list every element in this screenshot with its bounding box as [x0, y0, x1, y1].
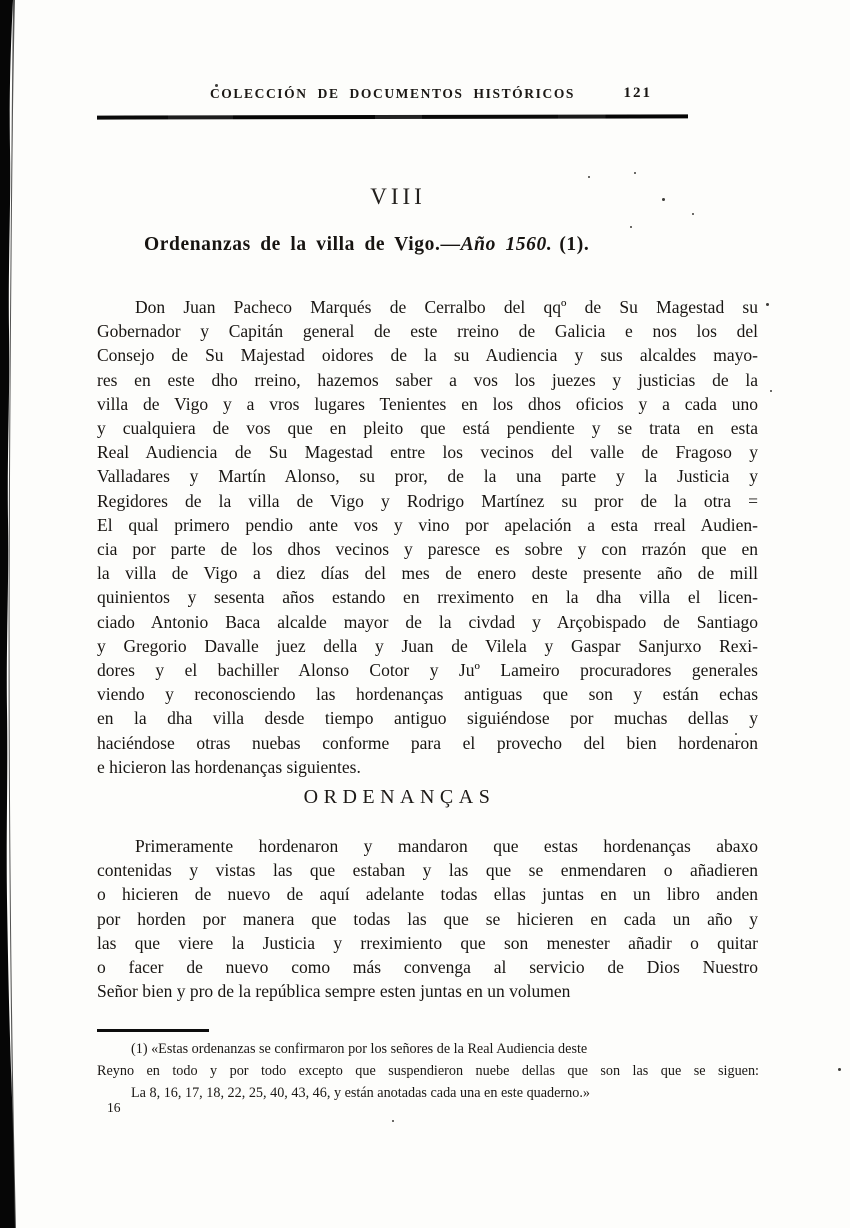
body-paragraph-2 [97, 834, 758, 1003]
text-line: ciado Antonio Baca alcalde mayor de la civdad y Arçobispado de Santiago [97, 611, 758, 632]
text-line: por horden por manera que todas las que se hicieren en cada un año y [97, 908, 758, 929]
scan-speckle [392, 1120, 394, 1122]
body-paragraph-1 [97, 295, 758, 779]
text-line: haciéndose otras nuebas conforme para el provecho del bien hordenaron [97, 732, 758, 753]
text-line: Real Audiencia de Su Magestad entre los vecinos del valle de Fragoso y [97, 442, 758, 463]
footnote-separator-rule [97, 1029, 209, 1032]
page-number: 121 [623, 85, 652, 101]
footnote [97, 1038, 759, 1104]
scan-speckle [634, 172, 636, 174]
text-line: o hicieren de nuevo de aquí adelante todas ellas juntas en un libro anden [97, 884, 758, 905]
text-line: Consejo de Su Majestad oidores de la su Audiencia y sus alcaldes mayo- [97, 345, 758, 366]
text-line: Gobernador y Capitán general de este rreino de Galicia e nos los del [97, 321, 758, 342]
text-line: El qual primero pendio ante vos y vino por apelación a esta rreal Audien- [97, 514, 758, 535]
header-rule [97, 114, 688, 119]
text-line: Primeramente hordenaron y mandaron que estas hordenanças abaxo [135, 836, 758, 856]
text-line: la villa de Vigo a diez días del mes de enero deste presente año de mill [97, 563, 758, 584]
section-title-year: Año 1560. [460, 234, 553, 255]
text-line: e hicieron las hordenanças siguientes. [97, 756, 361, 777]
scan-speckle [630, 226, 632, 228]
section-numeral: VIII [370, 184, 426, 209]
text-line: y Gregorio Davalle juez della y Juan de Vilela y Gaspar Sanjurxo Rexi- [97, 635, 758, 656]
running-header [97, 86, 688, 106]
text-line: La 8, 16, 17, 18, 22, 25, 40, 43, 46, y están anotadas cada una en este quaderno.» [131, 1085, 591, 1101]
text-line: Reyno en todo y por todo excepto que suspendieron nuebe dellas que son las que se siguen: [97, 1063, 759, 1079]
text-line: en la dha villa desde tiempo antiguo siguiéndose por muchas dellas y [97, 708, 758, 729]
text-line: Regidores de la villa de Vigo y Rodrigo Martínez su pror de la otra = [97, 490, 758, 511]
footnote-reference: (1). [559, 234, 590, 255]
text-line: dores y el bachiller Alonso Cotor y Juº Lameiro procuradores generales [97, 660, 758, 681]
text-line: quinientos y sesenta años estando en rreximento en la dha villa el licen- [97, 587, 758, 608]
section-title [97, 234, 797, 256]
text-line: cia por parte de los dhos vecinos y paresce es sobre y con rrazón que en [97, 539, 758, 560]
text-line: Valladares y Martín Alonso, su pror, de la una parte y la Justicia y [97, 466, 758, 487]
section-title-main: Ordenanzas de la villa de Vigo.— [144, 234, 461, 255]
text-line: las que viere la Justicia y rreximiento que son menester añadir o quitar [97, 932, 758, 953]
scan-speckle [588, 176, 590, 178]
text-line: villa de Vigo y a vros lugares Tenientes en los dhos oficios y a cada uno [97, 393, 758, 414]
scan-speckle [770, 390, 772, 392]
scan-speckle [692, 213, 694, 215]
running-header-title: COLECCIÓN DE DOCUMENTOS HISTÓRICOS [209, 86, 576, 101]
text-line: viendo y reconosciendo las hordenanças antiguas que son y están echas [97, 684, 758, 705]
text-line: Señor bien y pro de la república sempre esten juntas en un volumen [97, 981, 571, 1002]
text-line: y cualquiera de vos que en pleito que está pendiente y se trata en esta [97, 418, 758, 439]
text-line: (1) «Estas ordenanzas se confirmaron por los señores de la Real Audiencia deste [131, 1041, 588, 1057]
scan-speckle [766, 303, 769, 306]
signature-mark: 16 [107, 1100, 121, 1115]
text-line: Don Juan Pacheco Marqués de Cerralbo del qqº de Su Magestad su [135, 297, 758, 317]
text-line: contenidas y vistas las que estaban y las que se enmendaren o añadieren [97, 860, 758, 881]
binding-shadow-artifact [0, 0, 22, 1228]
text-line: res en este dho rreino, hazemos saber a vos los juezes y justicias de la [97, 369, 758, 390]
ordenanzas-subheading: ORDENANÇAS [303, 786, 496, 808]
scan-speckle [838, 1068, 841, 1071]
text-line: o facer de nuevo como más convenga al servicio de Dios Nuestro [97, 957, 758, 978]
